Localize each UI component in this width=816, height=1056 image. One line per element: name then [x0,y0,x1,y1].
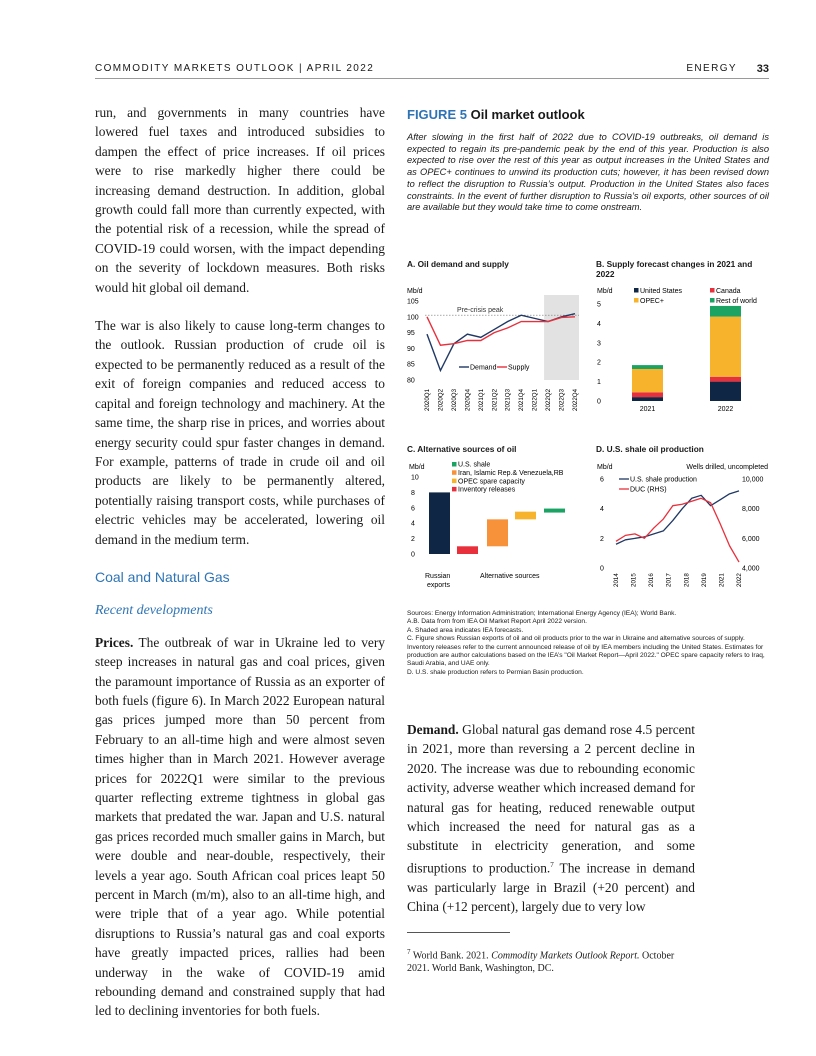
bar-iran-islamic-rep-venezuela-rb [487,519,508,546]
y-tick-label: 105 [407,298,419,306]
chart-panel-d [594,458,772,593]
legend-label-duc: DUC (RHS) [630,486,667,494]
subsection-heading: Recent developments [95,603,213,619]
panel-d-title: D. U.S. shale oil production [596,444,704,454]
bar-segment-rest-of-world [632,365,663,369]
legend-label: United States [640,288,683,295]
x-tick-label: 2020Q4 [464,388,472,411]
figure-title [407,107,585,122]
legend-label: Rest of world [716,298,757,305]
page-number: 33 [756,63,769,75]
y-tick-label: 10 [411,474,419,482]
lead-in: Prices. [95,634,134,650]
bar-segment-opec- [632,369,663,392]
figure-title-text: Oil market outlook [470,107,585,122]
y-right-tick-label: 6,000 [742,535,760,543]
x-tick-label: 2022Q3 [558,388,566,411]
annotation-label: Pre-crisis peak [457,307,504,315]
legend-label: Canada [716,288,741,295]
x-tick-label: 2021Q1 [477,388,485,411]
y-tick-label: 3 [597,340,601,348]
y-tick-label: 0 [597,398,601,406]
paragraph: The war is also likely to cause long-term changes to the outlook. Russian production of crude oil is expected to be permanently reduced as a result of the exit of foreign companies and reduced access to capital and foreign technology and machinery. At the same time, the sharp rise in prices, and worries about energy security could spur faster changes in demand. For example, patterns of trade in crude oil and oil products are likely to be permanently altered, potentially raising transport costs, while purchases of electric vehicles may be accelerated, lowering oil demand in the medium term. [95,318,385,547]
header-section: ENERGY [686,63,737,74]
legend-label: Iran, Islamic Rep.& Venezuela,RB [458,470,564,477]
y-right-unit-label: Wells drilled, uncompleted [686,464,768,471]
legend-swatch [452,462,457,467]
legend-label: OPEC spare capacity [458,478,525,486]
y-tick-label: 80 [407,377,415,385]
y-unit-label: Mb/d [597,464,613,471]
y-tick-label: 2 [597,359,601,367]
y-right-tick-label: 10,000 [742,476,764,484]
bar-segment-rest-of-world [710,306,741,317]
bar-segment-opec- [710,317,741,377]
bar-inventory-releases [457,546,478,554]
y-tick-label: 0 [600,565,604,573]
y-unit-label: Mb/d [407,288,423,295]
bar-opec-spare-capacity [515,512,536,520]
x-tick-label: 2021Q2 [491,388,499,411]
legend-swatch [452,479,457,484]
x-tick-label: 2022 [736,573,743,587]
left-column [95,103,385,1040]
legend-label: OPEC+ [640,298,664,305]
x-tick-label: 2021Q3 [504,388,512,411]
y-tick-label: 4 [600,506,604,514]
y-tick-label: 2 [600,535,604,543]
y-unit-label: Mb/d [409,464,425,471]
paragraph [95,633,385,1021]
x-tick-label: 2019 [700,573,708,587]
x-tick-label: 2020Q1 [424,388,431,411]
legend-swatch [634,288,639,293]
legend-swatch [452,487,457,492]
legend-label-supply: Supply [508,364,530,372]
footnote-italic: Commodity Markets Outlook Report. [491,950,640,962]
legend-swatch [710,298,715,303]
y-tick-label: 0 [411,551,415,559]
bar-segment-united-states [710,382,741,401]
x-label-russian-2: exports [427,582,450,589]
lead-in: Demand. [407,722,459,737]
x-tick-label: 2017 [665,573,673,587]
footnote [407,946,697,975]
y-tick-label: 4 [597,320,601,328]
y-tick-label: 5 [597,301,601,309]
panel-c-title: C. Alternative sources of oil [407,444,517,454]
y-right-tick-label: 8,000 [742,506,760,514]
x-tick-label: 2022Q1 [531,388,539,411]
legend-label: U.S. shale [458,461,491,469]
paragraph: run, and governments in many countries have lowered fuel taxes and introduced subsidies to dampen the effect of price increases. If oil prices were to rise markedly higher there could be increasing demand destruction. In addition, global growth could fall more than currently expected, with the potential risk of a recession, while the spread of COVID-19 could worsen, with the impact depending on the severity of lockdown measures. Both risks would hit global oil demand. [95,105,385,295]
figure-label: FIGURE 5 [407,107,467,122]
figure-caption: After slowing in the first half of 2022 due to COVID-19 outbreaks, oil demand is expected to regain its pre-pandemic peak by the end of this year. Production is also expected to rise over the rest of this year as output increases in the United States and as OPEC+ continues to unwind its production cuts; however, it has been revised down to reflect the disruption to Russia’s output. Production in the United States also faces constraints. In the event of further disruption to Russia’s oil exports, other sources of oil are available but they would take time to come onstream. [407,132,769,213]
header-title: COMMODITY MARKETS OUTLOOK | APRIL 2022 [95,63,375,74]
x-tick-label: 2018 [683,573,691,587]
legend-label-demand: Demand [470,364,497,372]
bar-u-s-shale [544,509,565,513]
sources-line: Sources: Energy Information Administration; International Energy Agency (IEA); World Bank. [407,610,677,617]
footnote-number: 7 [407,948,411,956]
right-column [407,720,695,917]
x-tick-label: 2022Q4 [572,388,579,411]
note-a: A.B. Data from from IEA Oil Market Report April 2022 version. [407,618,587,626]
x-label-russian-1: Russian [425,573,451,580]
x-tick-label: 2021 [639,406,656,413]
y-tick-label: 1 [597,379,601,387]
y-unit-label: Mb/d [597,288,613,295]
y-tick-label: 2 [411,536,415,544]
series-line-duc [616,498,739,562]
figure-notes [407,610,769,677]
footnote-rule [407,932,510,933]
bar-segment-canada [710,377,741,382]
x-label-alternative: Alternative sources [480,573,540,580]
legend-swatch [634,298,639,303]
header-rule [95,78,769,79]
panel-a-title: A. Oil demand and supply [407,259,509,269]
x-tick-label: 2021 [718,573,726,587]
paragraph-text: Global natural gas demand rose 4.5 percent in 2021, more than reversing a 2 percent decline in 2020. The increase was due to rebounding economic activity, adverse weather which increased demand for natural gas for heating, reduced renewable output which increased the need for natural gas as a substitute in electricity generation, and some disruptions to production. [407,722,695,876]
y-tick-label: 8 [411,489,415,497]
x-tick-label: 2022Q2 [545,388,553,411]
y-tick-label: 90 [407,345,415,353]
chart-panel-b [594,283,772,423]
section-heading: Coal and Natural Gas [95,568,230,585]
legend-label: Inventory releases [458,486,516,494]
forecast-shade [544,295,579,380]
note-d: D. U.S. shale production refers to Permian Basin production. [407,668,584,676]
note-c: C. Figure shows Russian exports of oil and oil products prior to the war in Ukraine and alternative sources of supply. Inventory releases refer to the current announced release of oil by IEA members including the United States. Estimates for production are author calculations based on the IEA’s "Oil Market Report—April 2022." OPEC spare capacity refers to Iraq, Saudi Arabia, and UAE only. [407,635,765,668]
x-tick-label: 2020Q3 [450,388,458,411]
x-tick-label: 2015 [630,573,638,587]
footnote-text: World Bank. 2021. [412,950,489,962]
note-b: A. Shaded area indicates IEA forecasts. [407,626,524,634]
y-tick-label: 6 [411,505,415,513]
footnote-ref: 7 [550,860,554,869]
x-tick-label: 2020Q2 [437,388,445,411]
x-tick-label: 2016 [648,573,656,587]
x-tick-label: 2022 [717,406,734,413]
bar-segment-canada [632,392,663,397]
panel-b-title: B. Supply forecast changes in 2021 and 2022 [596,259,753,279]
legend-swatch [452,470,457,475]
y-right-tick-label: 4,000 [742,565,760,573]
paragraph [407,720,695,917]
y-tick-label: 95 [407,330,415,338]
bar-russian-exports [429,492,450,554]
y-tick-label: 85 [407,361,415,369]
bar-segment-united-states [632,397,663,401]
legend-swatch [710,288,715,293]
x-tick-label: 2021Q4 [518,388,526,411]
chart-panel-c [405,458,585,593]
y-tick-label: 6 [600,476,604,484]
y-tick-label: 4 [411,520,415,528]
x-tick-label: 2014 [613,573,620,587]
paragraph-text: The increase in demand was particularly large in Brazil (+20 percent) and China (+12 percent), largely due to very low [407,860,695,915]
legend-label-production: U.S. shale production [630,476,697,484]
paragraph-text: The outbreak of war in Ukraine led to very steep increases in natural gas and coal prices, given the paramount importance of Russia as an exporter of both fuels (figure 6). In March 2022 European natural gas prices jumped more than 50 percent from February to an all-time high and were almost seven times higher than in March 2021. However average prices for 2022Q1 were similar to the previous quarter reflecting extreme tightness in global gas markets that predated the war. Japan and U.S. natural gas prices recorded much smaller gains in March, but were double and near-double, respectively, their levels a year ago. South African coal prices leapt 50 percent in March (m/m), also to an all-time high, and were triple that of a year ago. While potential disruptions to Russia’s natural gas and coal exports have greatly impacted prices, rallies had been underway in the wake of COVID-19 amid rebounding demand and constrained supply that had led to declining inventories for both fuels. [95,634,385,1019]
footnote-end: October 2021. World Bank, Washington, DC. [407,950,675,975]
chart-panel-a [405,283,585,423]
y-tick-label: 100 [407,314,419,322]
series-line-shale-production [616,491,739,544]
